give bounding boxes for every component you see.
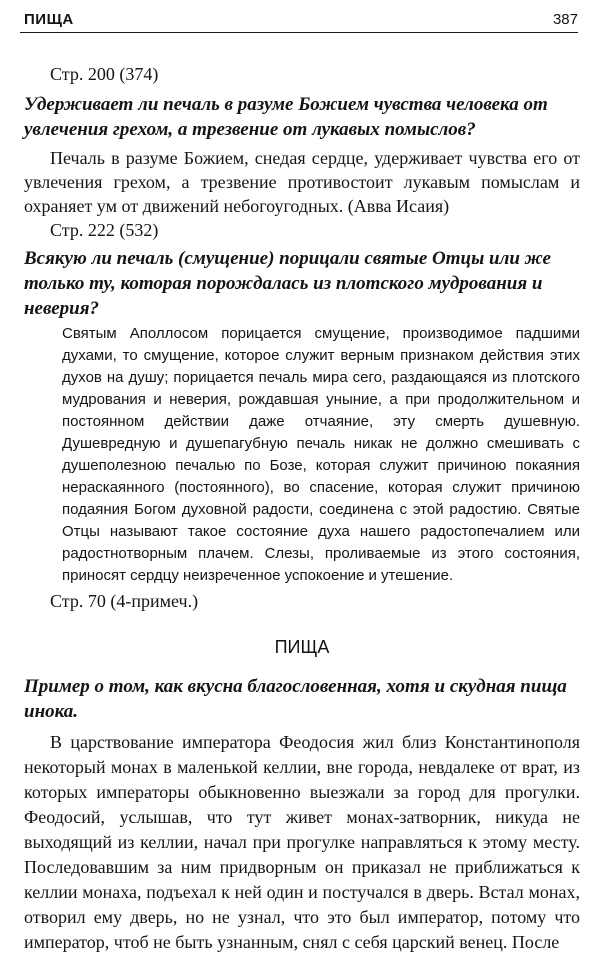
running-head <box>20 8 578 33</box>
quotation-paragraph: Святым Аполлосом порицается смущение, производимое падшими духами, то смущение, которое служит верным признаком действия этих духов на душу; порицается печаль мира сего, раздающаяся из плотского мудрования и неверия, рождавшая уныние, а при продолжительном и постоянном действии даже отчаяние, эту смерть душевную. Душевредную и душепагубную печаль никак не должно смешивать с душеполезною печалью по Бозе, которая служит причиною покаяния нераскаянного (постоянного), во спасение, которая служит причиною подаяния Богом духовной радости, соединена с этой радостию. Святые Отцы называют такое состояние духа нашего радостопечалием или радостнотворным плачем. Слезы, проливаемые из этого состояния, приносят сердцу неизреченное успокоение и утешение. <box>62 325 580 584</box>
answer-paragraph: Печаль в разуме Божием, снедая сердце, удерживает чувства его от увлечения грехом, а трезвение противостоит лукавым помыслам и охраняет ум от движений небогоугодных. (Авва Исаия) <box>24 148 580 216</box>
source-reference: Стр. 70 (4-примеч.) <box>50 591 199 611</box>
source-reference: Стр. 222 (532) <box>50 220 159 240</box>
running-head-title: ПИЩА <box>24 11 74 28</box>
question-heading: Удерживает ли печаль в разуме Божием чувства человека от увлечения грехом, а трезвение от лукавых помыслов? <box>24 94 548 140</box>
page-content <box>24 62 580 955</box>
body-paragraph: В царствование императора Феодосия жил близ Константинополя некоторый монах в маленькой келлии, вне города, невдалеке от врат, из которых императоры обыкновенно выезжали за город для прогулки. Феодосий, услышав, что тут живет монах-затворник, никуда не выходящий из келлии, начал при прогулке направляться к этому месту. Последовавшим за ним придворным он приказал не приближаться к келлии монаха, подъехал к ней один и постучался в дверь. Встал монах, отворил ему дверь, но не узнал, что это был император, потому что император, чтоб не быть узнанным, снял с себя царский венец. После <box>24 732 580 952</box>
question-heading: Пример о том, как вкусна благословенная, хотя и скудная пища инока. <box>24 676 567 722</box>
section-title: ПИЩА <box>274 637 330 657</box>
page-number: 387 <box>552 11 578 28</box>
question-heading: Всякую ли печаль (смущение) порицали святые Отцы или же только ту, которая порождалась из плотского мудрования и неверия? <box>24 248 551 319</box>
source-reference: Стр. 200 (374) <box>50 64 159 84</box>
